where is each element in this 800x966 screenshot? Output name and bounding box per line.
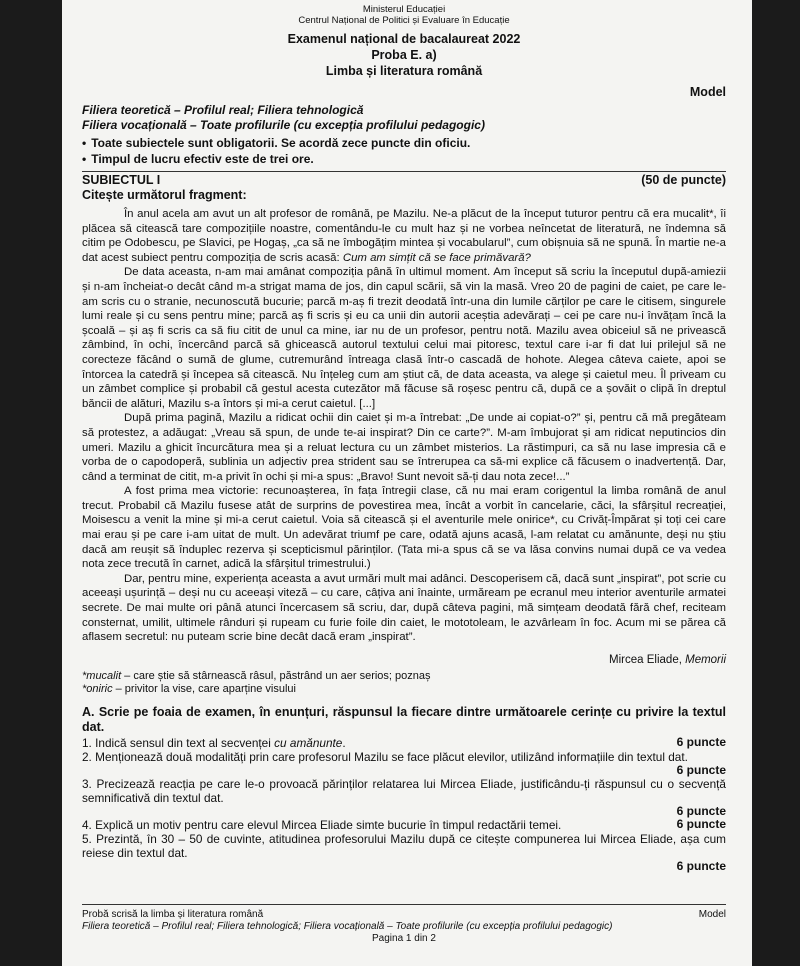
paragraph — [82, 207, 726, 265]
footer-model: Model — [698, 909, 726, 920]
rule-item: • Toate subiectele sunt obligatorii. Se acordă zece puncte din oficiu. — [82, 135, 726, 151]
task-text-part: . — [342, 735, 346, 750]
glossary-item — [82, 670, 726, 683]
read-instruction: Citește următorul fragment: — [82, 188, 247, 202]
exam-page — [62, 0, 752, 966]
task-item: 3. Precizează reacția pe care le-o provoacă părinților relatarea lui Mircea Eliade, justificându-ți răspunsul cu o secvență semnificativă din textul dat. — [82, 776, 726, 805]
glossary-definition: – care știe să stârnească râsul, păstrând un aer serios; poznaș — [121, 669, 431, 682]
glossary-term: *mucalit — [82, 669, 122, 682]
rule-item: • Timpul de lucru efectiv este de trei ore. — [82, 151, 726, 167]
ministry-header — [82, 4, 726, 26]
exam-title: Examenul național de bacalaureat 2022 — [287, 32, 521, 46]
glossary-definition: – privitor la vise, care aparține visului — [112, 682, 296, 695]
subject-header — [82, 171, 726, 188]
glossary — [82, 670, 726, 696]
subject-points: (50 de puncte) — [641, 173, 726, 187]
task-points: 6 puncte — [676, 858, 726, 873]
paragraph: A fost prima mea victorie: recunoașterea, în fața întregii clase, că nu mai eram corigentul la limba română de anul trecut. Probabil că Mazilu fusese atât de surprins de povestirea mea, încât a vorbit în cancelarie, căci, la sfârșitul recreației, Moisescu a venit la mine și mi-a cerut caietul. Voia să citească și el aventurile mele onirice*, cu Crivăț-Împărat și toți cei care mai erau și pe care i-am uitat de mult. Un adevărat triumf pe care, odată ajuns acasă, l-am relatat cu amănunte, deși nu știu dacă am reușit să înduplec rezerva și scepticismul părinților. (Tata mi-a spus că se va lăsa convins numai după ce va vedea nota zece trecută în carnet, adică la sfârșitul trimestrului.) — [82, 485, 726, 571]
task-points: 6 puncte — [676, 762, 726, 777]
tasks-heading: A. Scrie pe foaia de examen, în enunțuri, răspunsul la fiecare dintre următoarele cerințe cu privire la textul dat. — [82, 704, 726, 734]
glossary-item — [82, 683, 726, 696]
task-item — [82, 736, 726, 750]
subject-title-label: SUBIECTUL I — [82, 173, 161, 187]
task-points: 6 puncte — [676, 734, 726, 749]
paragraph: De data aceasta, n-am mai amânat compoziția până în ultimul moment. Am început să scriu la începutul după-amiezii și n-am încheiat-o decât când m-a strigat mama de jos, din capul scării, să vin la masă. Vreo 20 de pagini de caiet, pe care le-am scris cu o stranie, necunoscută bucurie; parcă m-aș fi trezit deodată într-una din lumile cărților pe care le citisem, singurele lumi reale și cu sens pentru mine; parcă aș fi scris și eu ca unii din autorii aceștia adevărați – cei pe care nu-i învățam încă la școală – și aș fi scris ca să fiu citit de unul ca mine, iar nu de un profesor, pentru notă. Mazilu avea obiceiul să ne privească zâmbind, în ochi, încercând parcă să ghicească autorul textului celui mai pitoresc, textul care i-ar fi dat lui prilejul să ne corecteze făcând o sumă de glume, cutremurând întreaga clasă într-o cascadă de hohote. Alegea câteva caiete, apoi se întorcea la catedră și începea să citească. Nu înțeleg cum am știut că, de data aceasta, va alege și caietul meu. Îl priveam cu un zâmbet complice și probabil că gestul acesta cutezător mă făcuse să roșesc pentru că, după ce a șovăit o clipă în dreptul băncii de alături, Mazilu s-a întors și mi-a cerut caietul. [...] — [82, 266, 726, 410]
task-text-part: 1. Indică sensul din text al secvenței — [82, 735, 275, 750]
footer-exam: Probă scrisă la limba și literatura română — [82, 909, 264, 920]
model-label: Model — [689, 85, 726, 99]
page-content — [82, 4, 726, 873]
filiera-line-1: Filiera teoretică – Profilul real; Filiera tehnologică — [82, 103, 364, 117]
footer-filiera: Filiera teoretică – Profilul real; Filiera tehnologică; Filiera vocațională – Toate profilurile (cu excepția profilului pedagogic) — [82, 921, 613, 932]
task-item — [82, 818, 726, 832]
exam-title-block — [82, 31, 726, 79]
page-footer — [82, 904, 726, 945]
rules-list — [82, 135, 726, 167]
footer-row — [82, 909, 726, 921]
filiera-line-2: Filiera vocațională – Toate profilurile (cu excepția profilului pedagogic) — [82, 118, 485, 132]
subject-title: Limba și literatura română — [325, 64, 483, 78]
task-item: 2. Menționează două modalități prin care profesorul Mazilu se face plăcut elevilor, utilizând informațiile din textul dat. — [82, 749, 688, 764]
task-points: 6 puncte — [676, 816, 726, 831]
essay-topic: Cum am simțit că se face primăvară? — [342, 251, 531, 264]
paragraph-text: În anul acela am avut un alt profesor de română, pe Mazilu. Ne-a plăcut de la început tuturor pentru că era mucalit*, îi plăcea să citească tare compozițiile noastre, comentându-le cu mult haz și ne vorbea neîncetat de literatură, ne îndemna să citim pe Odobescu, pe Slavici, pe Hogaș, „ca să ne îmbogățim mintea și vocabularul”, cum obișnuia să ne spună. În martie ne-a dat acest subiect pentru compoziția de scris acasă: — [82, 208, 726, 264]
literary-fragment — [82, 207, 726, 645]
work-title: Memorii — [685, 653, 726, 666]
task-quote: cu amănunte — [274, 735, 343, 750]
task-text — [82, 736, 346, 750]
task-points: 6 puncte — [676, 803, 726, 818]
proba-title: Proba E. a) — [371, 48, 437, 62]
task-text: 4. Explică un motiv pentru care elevul Mircea Eliade simte bucurie în timpul redactării temei. — [82, 817, 562, 832]
center-name: Centrul Național de Politici și Evaluare în Educație — [298, 15, 510, 26]
task-item: 5. Prezintă, în 30 – 50 de cuvinte, atitudinea profesorului Mazilu după ce citește compunerea lui Mircea Eliade, așa cum reiese din textul dat. — [82, 831, 726, 860]
ministry-name: Ministerul Educației — [362, 4, 446, 15]
tasks-list — [82, 736, 726, 873]
paragraph: După prima pagină, Mazilu a ridicat ochii din caiet și m-a întrebat: „De unde ai copiat-o?” și, pentru că mă pregăteam să protestez, a adăugat: „Vreau să spun, de unde te-ai inspirat? Din ce carte?”. M-am îmbujorat și am ridicat neputincios din umeri. Mazilu a ghicit încurcătura mea și a reluat lectura cu un zâmbet misterios. La răstimpuri, ca să nu lase impresia că e vorba de o capodoperă, sublinia un adjectiv prea strident sau se întrerupea ca să-mi explice că făcusem o inadvertență. Dar, când a terminat de citit, m-a privit în ochi și mi-a spus: „Bravo! Sunt nevoit să-ți dau nota zece!...” — [82, 412, 726, 483]
glossary-term: *oniric — [82, 682, 113, 695]
paragraph: Dar, pentru mine, experiența aceasta a avut urmări mult mai adânci. Descoperisem că, dacă sunt „inspirat”, pot scrie cu aceeași ușurință – deși nu cu aceeași viteză – cu care, câțiva ani înainte, urmăream pe ecranul meu interior aventurile armatei secrete. De mai multe ori până atunci încercasem să scriu, dar, după câteva pagini, mă simțeam deodată fără chef, reciteam consternat, umilit, ultimele rânduri și rupeam cu furie foile din caiet, le mototoleam, le azvârleam în foc. Acum mi se părea că aflasem secretul: nu puteam scrie bine decât dacă eram „inspirat”. — [82, 572, 726, 644]
page-number: Pagina 1 din 2 — [372, 933, 436, 944]
filiera-block — [82, 103, 726, 133]
author-name: Mircea Eliade, — [609, 653, 686, 666]
source-citation — [82, 653, 726, 668]
